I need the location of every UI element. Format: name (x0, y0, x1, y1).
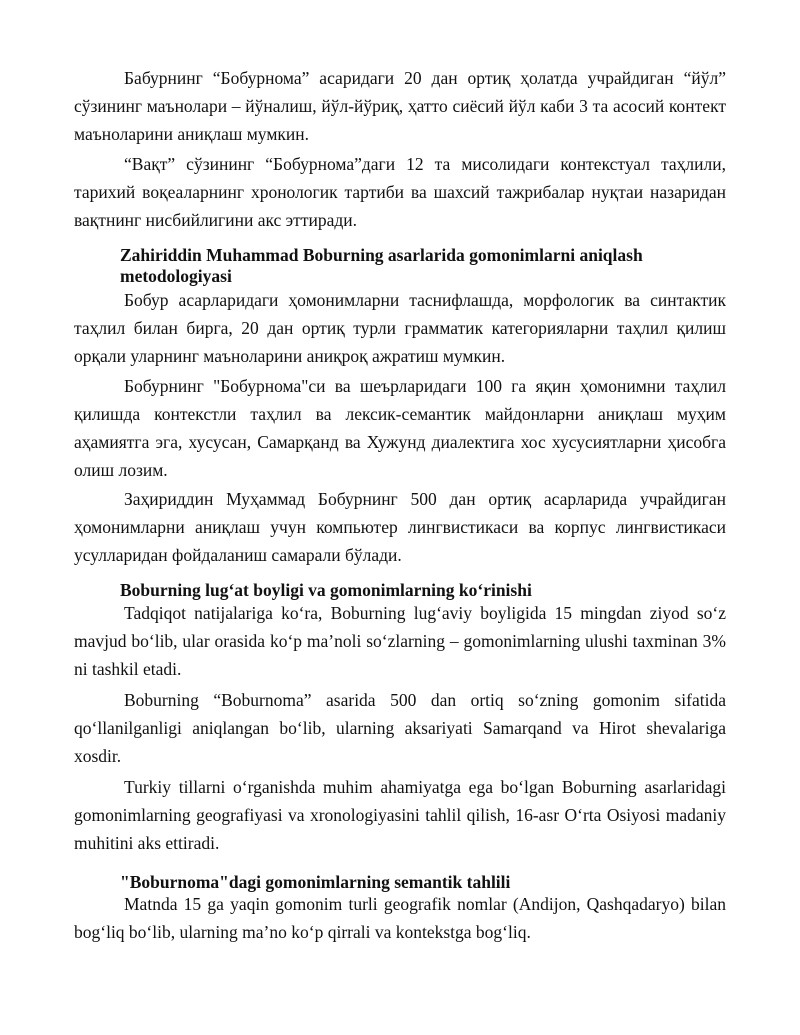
paragraph-research-results: Tadqiqot natijalariga ko‘ra, Boburning lug‘aviy boyligida 15 mingdan ziyod so‘z mavjud bo‘lib, ular orasida ko‘p ma’noli so‘zlarning – gomonimlarning ulushi taxminan 3% ni tashkil etadi. (74, 603, 726, 679)
paragraph-boburnoma-homonyms: Boburning “Boburnoma” asarida 500 dan ortiq so‘zning gomonim sifatida qo‘llanilganligi aniqlangan bo‘lib, ularning aksariyati Samarqand va Hirot shevalariga xosdir. (74, 690, 726, 766)
paragraph-contextual-analysis: Бобурнинг "Бобурнома"си ва шеърларидаги 100 га яқин ҳомонимни таҳлил қилишда контекстли таҳлил ва лексик-семантик майдонларни аниқлаш муҳим аҳамиятга эга, хусусан, Самарқанд ва Хужунд диалектига хос хусусиятларни ҳисобга олиш лозим. (74, 376, 726, 480)
paragraph-turkic-languages: Turkiy tillarni o‘rganishda muhim ahamiyatga ega bo‘lgan Boburning asarlaridagi gomonimlarning geografiyasi va xronologiyasini tahlil qilish, 16-asr O‘rta Osiyosi madaniy muhitini aks ettiradi. (74, 777, 726, 853)
paragraph-computer-linguistics: Заҳириддин Муҳаммад Бобурнинг 500 дан ортиқ асарларида учрайдиган ҳомонимларни аниқлаш учун компьютер лингвистикаси ва корпус лингвистикаси усулларидан фойдаланиш самарали бўлади. (74, 489, 726, 565)
paragraph-classification: Бобур асарларидаги ҳомонимларни таснифлашда, морфологик ва синтактик таҳлил билан бирга, 20 дан ортиқ турли грамматик категорияларни таҳлил қилиш орқали уларнинг маъноларини аниқроқ ажратиш мумкин. (74, 290, 726, 366)
section-heading-vocabulary: Boburning lug‘at boyligi va gomonimlarning ko‘rinishi (120, 580, 532, 600)
paragraph-geographic-names: Matnda 15 ga yaqin gomonim turli geografik nomlar (Andijon, Qashqadaryo) bilan bog‘liq bo‘lib, ularning ma’no ko‘p qirrali va kontekstga bog‘liq. (74, 894, 726, 942)
section-heading-methodology: Zahiriddin Muhammad Boburning asarlarida gomonimlarni aniqlash metodologiyasi (120, 245, 643, 286)
paragraph-yul-word: Бабурнинг “Бобурнома” асаридаги 20 дан ортиқ ҳолатда учрайдиган “йўл” сўзининг маънолари – йўналиш, йўл-йўриқ, ҳатто сиёсий йўл каби 3 та асосий контект маъноларини аниқлаш мумкин. (74, 68, 726, 144)
section-heading-semantic-analysis: "Boburnoma"dagi gomonimlarning semantik tahlili (120, 872, 511, 892)
paragraph-vaqt-word: “Вақт” сўзининг “Бобурнома”даги 12 та мисолидаги контекстуал таҳлили, тарихий воқеаларнинг хронологик тартиби ва шахсий тажрибалар нуқтаи назаридан вақтнинг нисбийлигини акс эттиради. (74, 154, 726, 230)
